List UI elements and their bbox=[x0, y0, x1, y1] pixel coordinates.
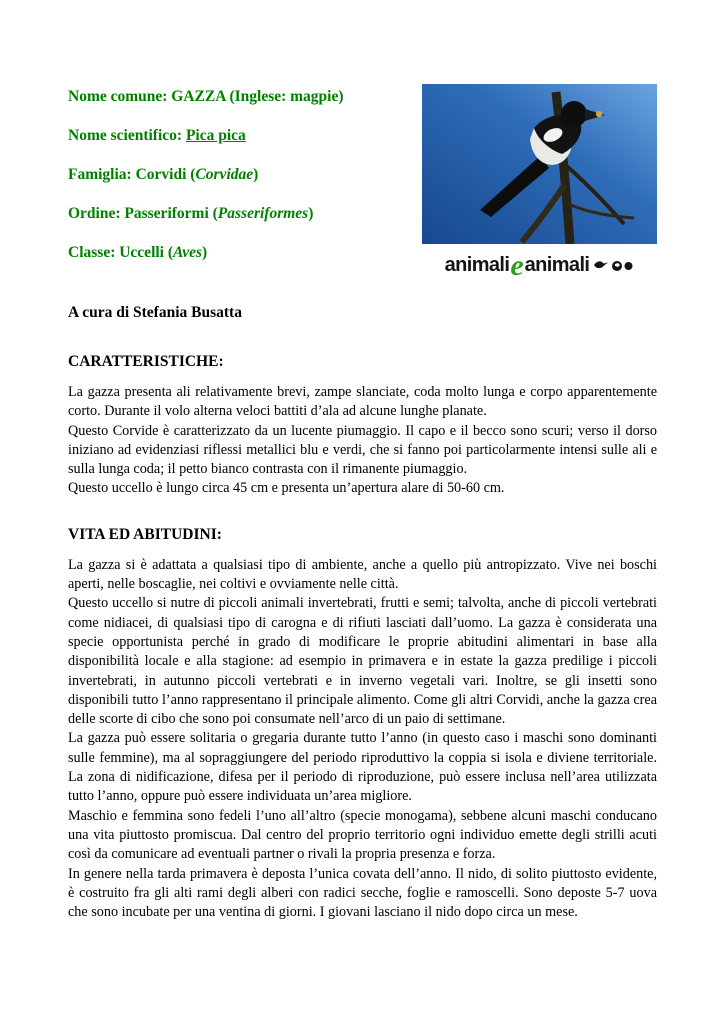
family-line bbox=[68, 166, 344, 184]
order-label: Ordine: Passeriformi ( bbox=[68, 205, 218, 222]
logo-green-e: e bbox=[510, 249, 524, 282]
class-label: Classe: Uccelli ( bbox=[68, 244, 174, 261]
order-latin: Passeriformes bbox=[217, 205, 309, 222]
common-name-line: Nome comune: GAZZA (Inglese: magpie) bbox=[68, 88, 344, 105]
order-close: ) bbox=[308, 205, 314, 222]
family-close: ) bbox=[253, 166, 259, 183]
scientific-name: Pica pica bbox=[185, 127, 246, 144]
paragraph: La gazza presenta ali relativamente brevi, zampe slanciate, coda molto lunga e corpo apparentemente corto. Durante il volo alterna veloci battiti d’ala ad alcune lunghe planate. bbox=[68, 384, 657, 420]
paragraph: Questo Corvide è caratterizzato da un lucente piumaggio. Il capo e il becco sono scuri; verso il dorso iniziano ad evidenziasi riflessi metallici blu e verdi, che si fanno poi particolarmente intensi sulle ali e sulla lunga coda; il petto bianco contrasta con il rimanente piumaggio. bbox=[68, 422, 657, 478]
author-byline: A cura di Stefania Busatta bbox=[68, 304, 242, 321]
section-heading-caratteristiche: CARATTERISTICHE: bbox=[68, 353, 224, 370]
paragraph: Maschio e femmina sono fedeli l’uno all’altro (specie monogama), sebbene alcuni maschi conducano una vita piuttosto promiscua. Dal centro del proprio territorio ogni individuo emette degli strilli acuti così da comunicare ad eventuali partner o rivali la propria presenza e forza. bbox=[68, 807, 657, 863]
paragraph: Questo uccello è lungo circa 45 cm e presenta un’apertura alare di 50-60 cm. bbox=[68, 480, 505, 497]
class-latin: Aves bbox=[173, 244, 203, 261]
bird-globe-icon bbox=[592, 257, 634, 275]
scientific-name-line bbox=[68, 127, 344, 145]
taxonomy-block bbox=[68, 84, 344, 262]
photo-column bbox=[422, 84, 657, 280]
brand-logo bbox=[422, 250, 657, 280]
magpie-photo bbox=[422, 84, 657, 244]
header-block bbox=[68, 84, 657, 280]
paragraph: In genere nella tarda primavera è deposta l’unica covata dell’anno. Il nido, di solito piuttosto evidente, è costruito fra gli alti rami degli alberi con radici secche, foglie e ramoscelli. Sono deposte 5-7 uova che sono incubate per una ventina di giorni. I giovani lasciano il nido dopo circa un mese. bbox=[68, 865, 657, 921]
order-line bbox=[68, 205, 344, 223]
section-heading-vita: VITA ED ABITUDINI: bbox=[68, 525, 222, 543]
paragraph: La gazza si è adattata a qualsiasi tipo di ambiente, anche a quello più antropizzato. Vive nei boschi aperti, nelle boscaglie, nei coltivi e ovviamente nelle città. bbox=[68, 556, 657, 593]
paragraph: La gazza può essere solitaria o gregaria durante tutto l’anno (in questo caso i maschi sono dominanti sulle femmine), ma al sopraggiungere del periodo riproduttivo la coppia si isola e diviene territoriale. La zona di nidificazione, difesa per il periodo di riproduzione, può essere inclusa nell’area utilizzata tutto l’anno, oppure può essere individuata un’area migliore. bbox=[68, 730, 657, 805]
class-line bbox=[68, 244, 344, 262]
family-latin: Corvidae bbox=[195, 166, 254, 183]
paragraph: Questo uccello si nutre di piccoli animali invertebrati, frutti e semi; talvolta, anche di piccoli vertebrati come nidiacei, di qualsiasi tipo di carogna e di rifiuti lasciati dall’uomo. La gazza è considerata una specie opportunista perché in grado di modificare le proprie abitudini alimentari in base alla disponibilità locale e alla stagione: ad esempio in primavera e in estate la gazza predilige i piccoli invertebrati, in autunno piccoli vertebrati e in inverno vegetali vari. Inoltre, se gli insetti sono disponibili tutto l’anno rappresentano il principale alimento. Come gli altri Corvidi, anche la gazza crea delle scorte di cibo che sono poi consumate nell’arco di un paio di settimane. bbox=[68, 595, 657, 728]
logo-word-left: animali bbox=[444, 253, 510, 276]
family-label: Famiglia: Corvidi ( bbox=[68, 166, 196, 183]
scientific-label: Nome scientifico: bbox=[68, 127, 186, 144]
logo-word-right: animali bbox=[524, 253, 590, 276]
vita-text bbox=[68, 556, 657, 923]
caratteristiche-text bbox=[68, 383, 657, 499]
class-close: ) bbox=[202, 244, 208, 261]
